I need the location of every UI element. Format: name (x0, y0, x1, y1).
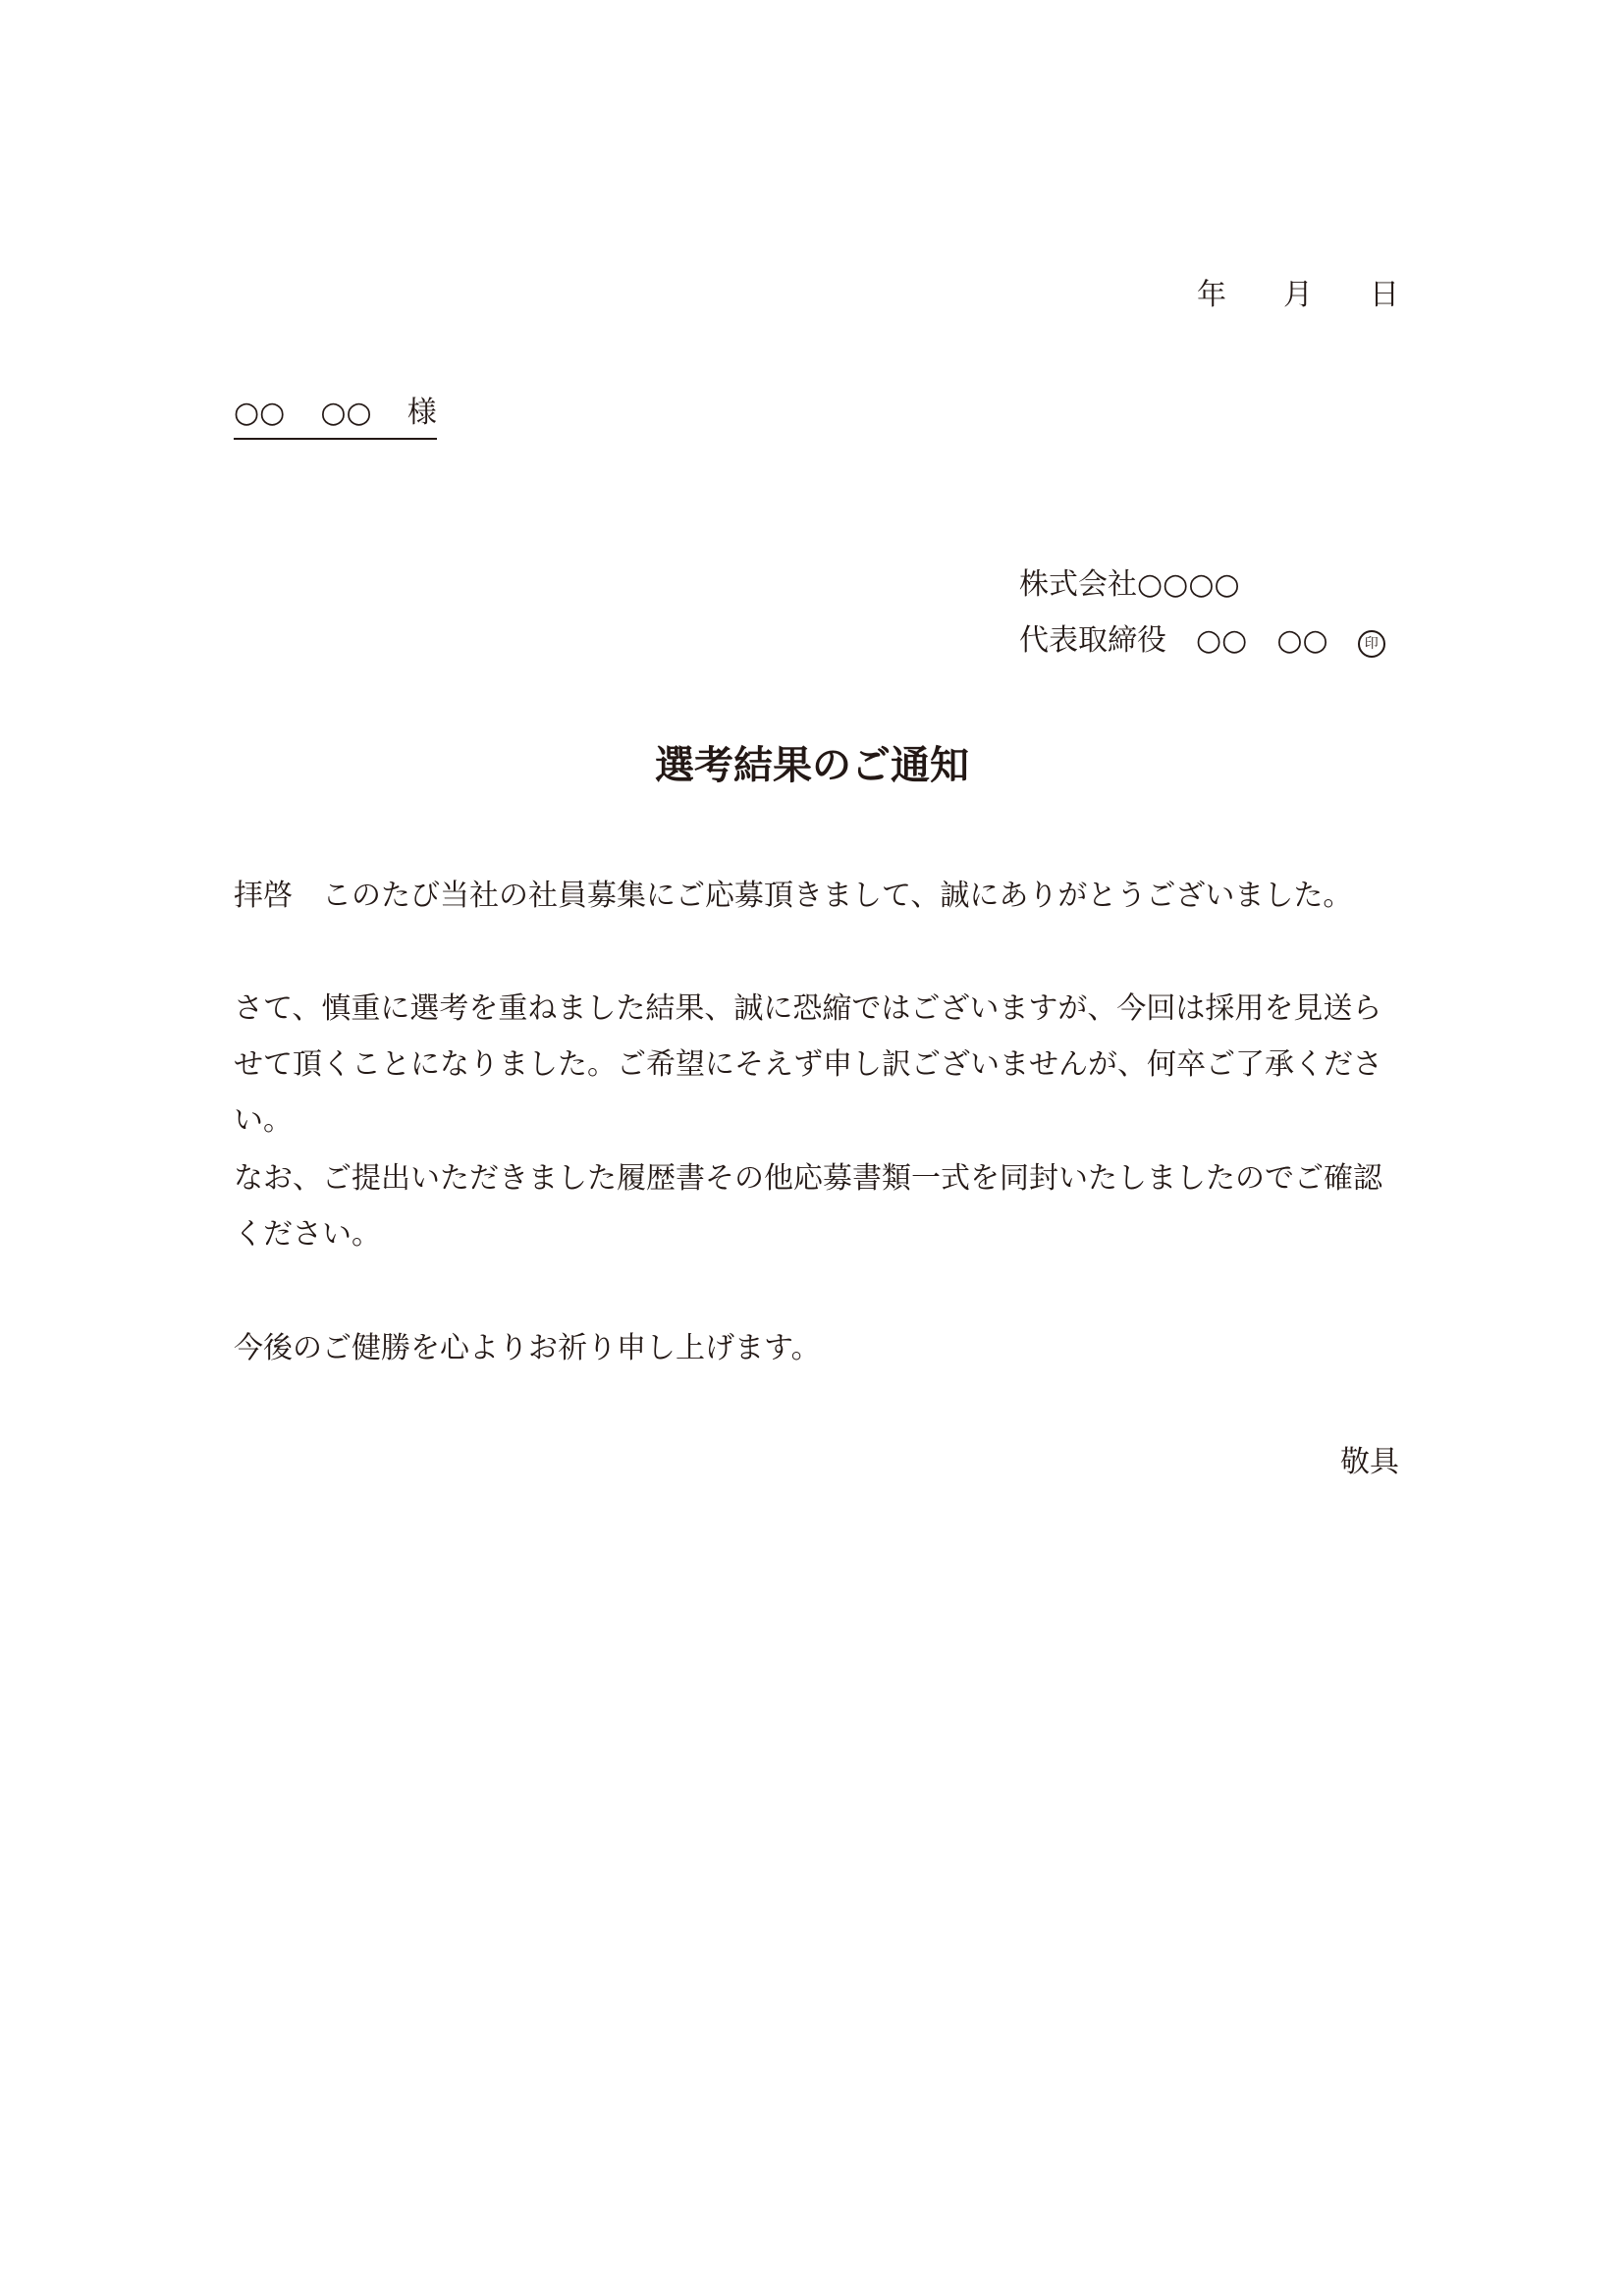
sender-position: 代表取締役 (1019, 623, 1166, 658)
recipient-honorific: 様 (406, 396, 437, 430)
body-paragraph-1 (234, 868, 1402, 924)
recipient-given-name: ○○ (320, 396, 372, 430)
letter-title: 選考結果のご通知 (655, 743, 969, 788)
recipient-surname: ○○ (234, 396, 286, 430)
seal-icon: 印 (1358, 630, 1385, 658)
closing-salutation: 敬具 (1340, 1445, 1399, 1479)
date-day-label: 日 (1370, 278, 1399, 312)
recipient-name (234, 396, 437, 440)
date-year-label: 年 (1197, 278, 1226, 312)
body-paragraph-1-text: このたび当社の社員募集にご応募頂きまして、誠にありがとうございました。 (322, 879, 1353, 913)
sender-representative (1019, 623, 1385, 658)
sender-surname: ○○ (1196, 623, 1248, 658)
date-line (1197, 278, 1399, 312)
body-paragraph-2: さて、慎重に選考を重ねました結果、誠に恐縮ではございますが、今回は採用を見送らせて頂くことになりました。ご希望にそえず申し訳ございませんが、何卒ご了承ください。 (234, 991, 1382, 1138)
sender-given-name: ○○ (1276, 623, 1328, 658)
opening-salutation: 拝啓 (234, 879, 293, 913)
date-month-label: 月 (1283, 278, 1313, 312)
body-paragraph-4: 今後のご健勝を心よりお祈り申し上げます。 (234, 1331, 821, 1365)
sender-company: 株式会社○○○○ (1019, 567, 1240, 602)
body-paragraph-3: なお、ご提出いただきました履歴書その他応募書類一式を同封いたしましたのでご確認ください。 (234, 1161, 1382, 1252)
